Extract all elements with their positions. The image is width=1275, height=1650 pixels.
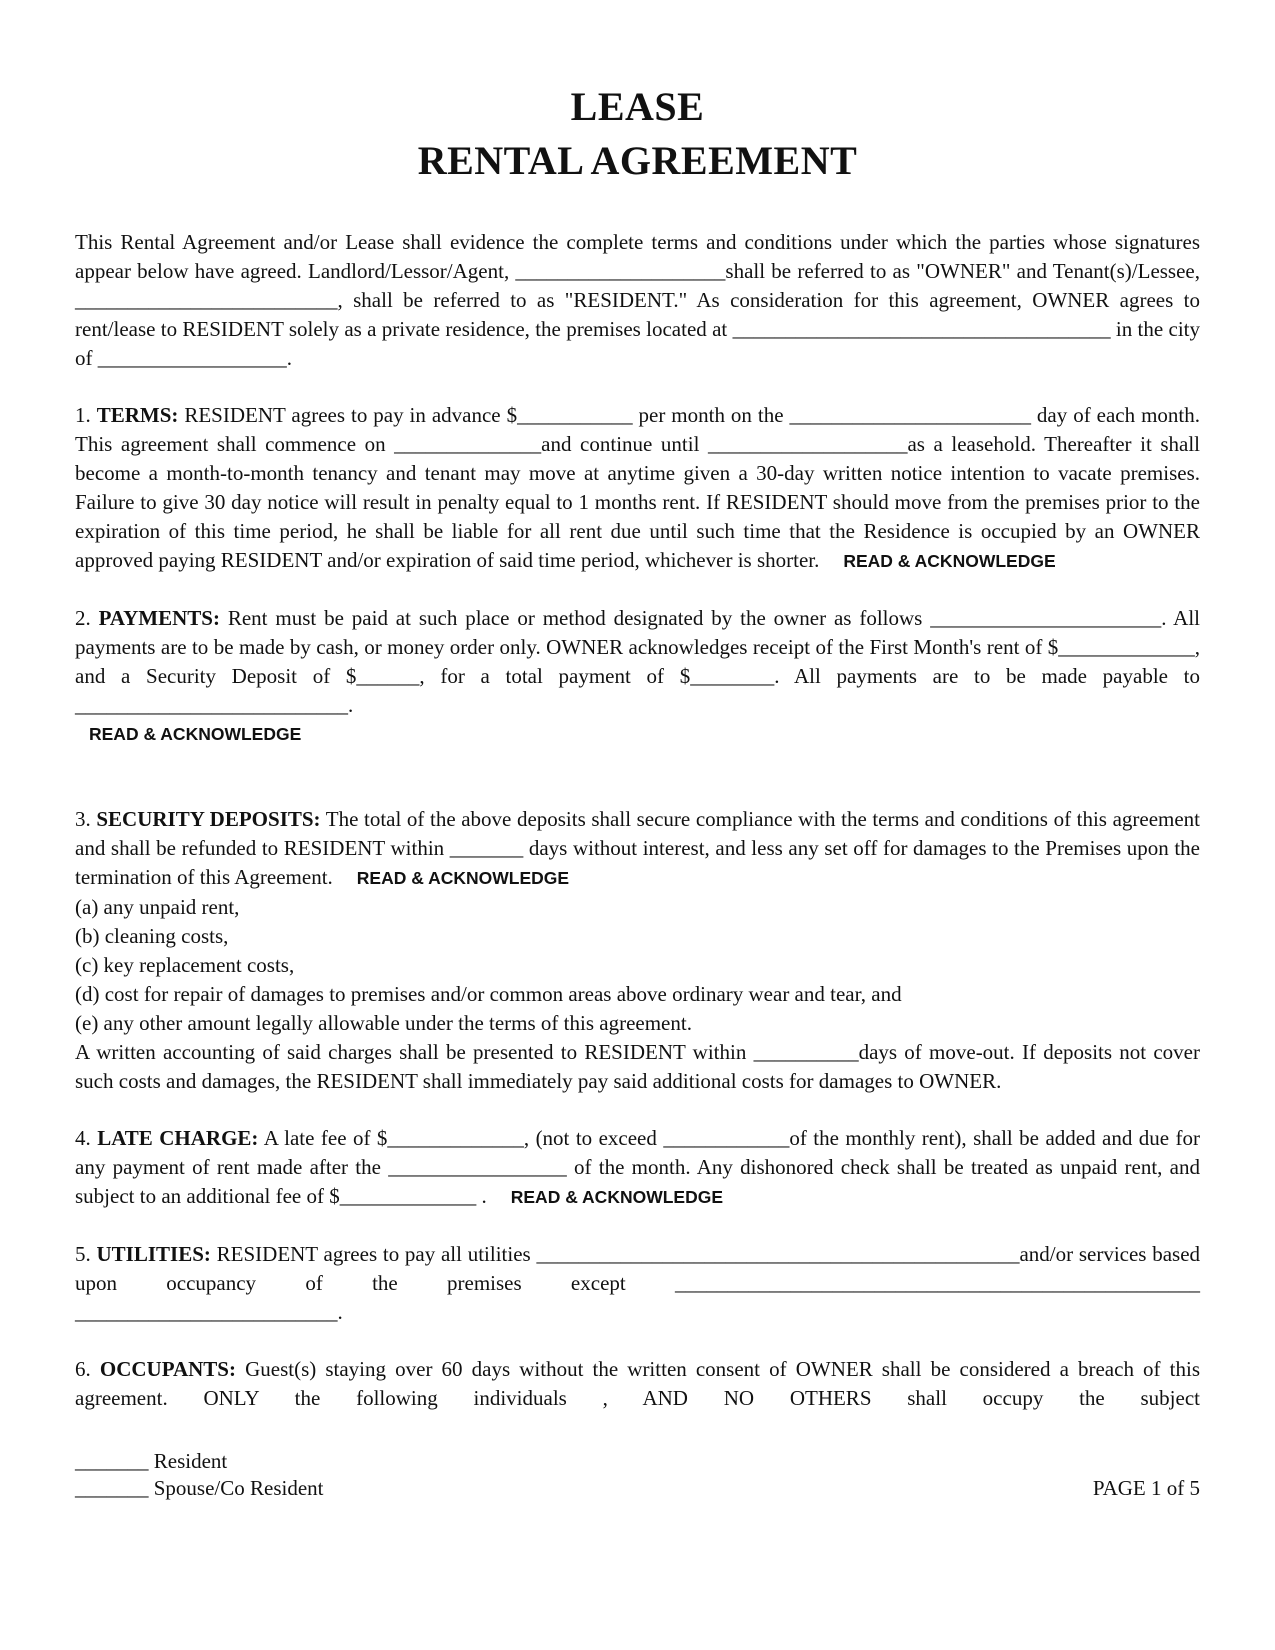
section-5-label: UTILITIES:: [96, 1242, 211, 1266]
section-1-read-acknowledge-label: READ & ACKNOWLEDGE: [843, 551, 1056, 571]
section-2-read-acknowledge-label: READ & ACKNOWLEDGE: [89, 724, 302, 744]
section-5-utilities: [75, 1240, 1200, 1327]
section-4-late-charge: [75, 1124, 1200, 1212]
section-3-continuation: A written accounting of said charges shall be presented to RESIDENT within __________days of move-out. If deposits not cover such costs and damages, the RESIDENT shall immediately pay said additional costs for damages to OWNER.: [75, 1040, 1200, 1093]
section-6-body: Guest(s) staying over 60 days without the written consent of OWNER shall be considered a breach of this agreement. ONLY the following individuals , AND NO OTHERS shall occupy the subject: [75, 1357, 1200, 1410]
deduction-item-e: (e) any other amount legally allowable under the terms of this agreement.: [75, 1011, 692, 1035]
section-4-body: A late fee of $_____________, (not to exceed ____________of the monthly rent), shall be added and due for any payment of rent made after the _________________ of the month. Any dishonored check shall be treated as unpaid rent, and subject to an additional fee of $_____________ .: [75, 1126, 1201, 1208]
section-6-label: OCCUPANTS:: [99, 1357, 236, 1381]
section-3-body: The total of the above deposits shall secure compliance with the terms and conditions of this agreement and shall be refunded to RESIDENT within _______ days without interest, and less any set off for damages to the Premises upon the termination of this Agreement.: [75, 807, 1201, 889]
section-1-body: RESIDENT agrees to pay in advance $___________ per month on the _______________________ day of each month. This agreement shall commence on ______________and continue until ___________________as a leasehold. Thereafter it shall become a month-to-month tenancy and tenant may move at anytime given a 30-day written notice intention to vacate premises. Failure to give 30 day notice will result in penalty equal to 1 months rent. If RESIDENT should move from the premises prior to the expiration of this time period, he shall be liable for all rent due until such time that the Residence is occupied by an OWNER approved paying RESIDENT and/or expiration of said time period, whichever is shorter.: [75, 403, 1200, 572]
section-3-paragraph: [75, 805, 1200, 893]
deduction-item-c: (c) key replacement costs,: [75, 953, 295, 977]
section-2-number: 2.: [75, 606, 91, 630]
deduction-item-d: (d) cost for repair of damages to premises and/or common areas above ordinary wear and tear, and: [75, 982, 902, 1006]
section-3-read-acknowledge-label: READ & ACKNOWLEDGE: [356, 868, 570, 888]
intro-paragraph: This Rental Agreement and/or Lease shall evidence the complete terms and conditions under which the parties whose signatures appear below have agreed. Landlord/Lessor/Agent, ____________________shall be referred to as "OWNER" and Tenant(s)/Lessee, _________________________, shall be referred to as "RESIDENT." As consideration for this agreement, OWNER agrees to rent/lease to RESIDENT solely as a private residence, the premises located at ____________________________________ in the city of __________________.: [75, 230, 1200, 370]
section-1-terms: [75, 401, 1200, 576]
section-1-label: TERMS:: [96, 403, 179, 427]
page-footer: [75, 1448, 1200, 1502]
document-header: [75, 80, 1200, 188]
section-4-label: LATE CHARGE:: [97, 1126, 259, 1150]
section-4-read-acknowledge-label: READ & ACKNOWLEDGE: [510, 1187, 724, 1207]
section-5-body: RESIDENT agrees to pay all utilities ______________________________________________and/or services based upon occupancy of the premises except __________________________________________________ _________________________.: [75, 1242, 1201, 1324]
section-1-number: 1.: [75, 403, 91, 427]
section-2-payments: [75, 604, 1200, 777]
section-2-label: PAYMENTS:: [98, 606, 220, 630]
section-2-paragraph: [75, 604, 1200, 720]
deduction-item-b: (b) cleaning costs,: [75, 924, 229, 948]
resident-signature-line: _______ Resident: [75, 1449, 228, 1473]
section-3-label: SECURITY DEPOSITS:: [96, 807, 321, 831]
spouse-co-resident-signature-line: _______ Spouse/Co Resident: [75, 1476, 324, 1500]
section-2-body: Rent must be paid at such place or method designated by the owner as follows ______________________. All payments are to be made by cash, or money order only. OWNER acknowledges receipt of the First Month's rent of $_____________, and a Security Deposit of $______, for a total payment of $________. All payments are to be made payable to __________________________.: [75, 606, 1201, 717]
deduction-item-a: (a) any unpaid rent,: [75, 895, 240, 919]
document-title-line-1: LEASE: [570, 84, 705, 129]
section-6-number: 6.: [75, 1357, 91, 1381]
document-title-line-2: RENTAL AGREEMENT: [417, 138, 858, 183]
section-3-security-deposits: [75, 805, 1200, 1096]
section-6-occupants: [75, 1355, 1200, 1413]
section-5-number: 5.: [75, 1242, 91, 1266]
signature-lines: [75, 1448, 324, 1502]
section-3-number: 3.: [75, 807, 91, 831]
page-number: PAGE 1 of 5: [1092, 1476, 1200, 1500]
section-4-number: 4.: [75, 1126, 91, 1150]
